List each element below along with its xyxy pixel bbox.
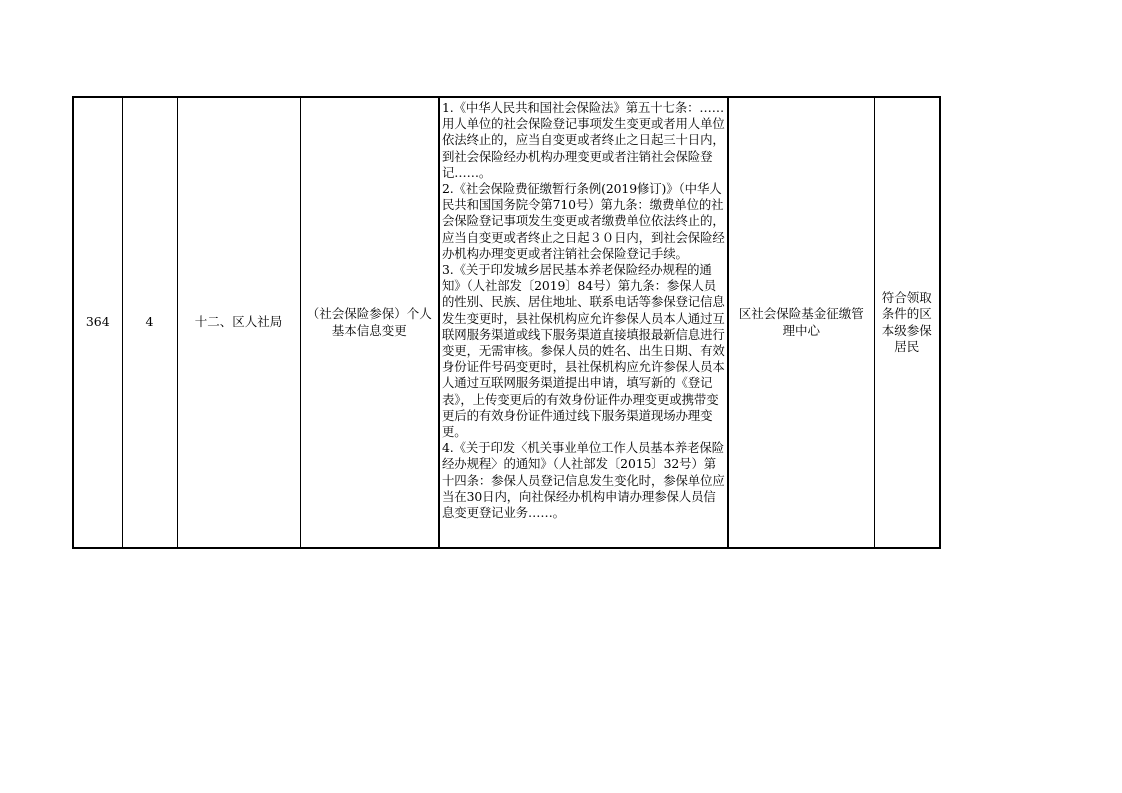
seq-number: 364: [85, 314, 110, 330]
agency-name: 区社会保险基金征缴管理中心: [738, 306, 864, 338]
item-name-cell: [300, 97, 439, 548]
agency-cell: [728, 97, 874, 548]
sub-seq-number: 4: [145, 314, 154, 330]
matters-table: [72, 96, 941, 549]
seq-cell: [73, 97, 122, 548]
legal-basis-item: 4.《关于印发〈机关事业单位工作人员基本养老保险经办规程〉的通知》（人社部发〔2015〕32号）第十四条：参保人员登记信息发生变化时，参保单位应当在30日内，向社保经办机构申请办理参保人员信息变更登记业务……。: [442, 440, 725, 521]
item-name: （社会保险参保）个人基本信息变更: [306, 306, 432, 338]
legal-basis-item: 1.《中华人民共和国社会保险法》第五十七条：……用人单位的社会保险登记事项发生变更或者用人单位依法终止的，应当自变更或者终止之日起三十日内，到社会保险经办机构办理变更或者注销社会保险登记……。: [442, 100, 725, 180]
department-cell: [177, 97, 300, 548]
legal-basis-cell: [439, 97, 728, 548]
table-row: [73, 97, 940, 548]
department-name: 十二、区人社局: [194, 314, 283, 330]
target-cell: [874, 97, 940, 548]
legal-basis-item: 3.《关于印发城乡居民基本养老保险经办规程的通知》（人社部发〔2019〕84号）第九条：参保人员的性别、民族、居住地址、联系电话等参保登记信息发生变更时，县社保机构应允许参保人员本人通过互联网服务渠道或线下服务渠道直接填报最新信息进行变更，无需审核。参保人员的姓名、出生日期、有效身份证件号码变更时，县社保机构应允许参保人员本人通过互联网服务渠道提出申请，填写新的《登记表》，上传变更后的有效身份证件办理变更或携带变更后的有效身份证件通过线下服务渠道现场办理变更。: [442, 262, 725, 440]
sub-seq-cell: [122, 97, 177, 548]
service-target: 符合领取条件的区本级参保居民: [881, 290, 932, 354]
legal-basis-item: 2.《社会保险费征缴暂行条例(2019修订)》（中华人民共和国国务院令第710号）第九条：缴费单位的社会保险登记事项发生变更或者缴费单位依法终止的，应当自变更或者终止之日起３０日内，到社会保险经办机构办理变更或者注销社会保险登记手续。: [442, 181, 725, 261]
